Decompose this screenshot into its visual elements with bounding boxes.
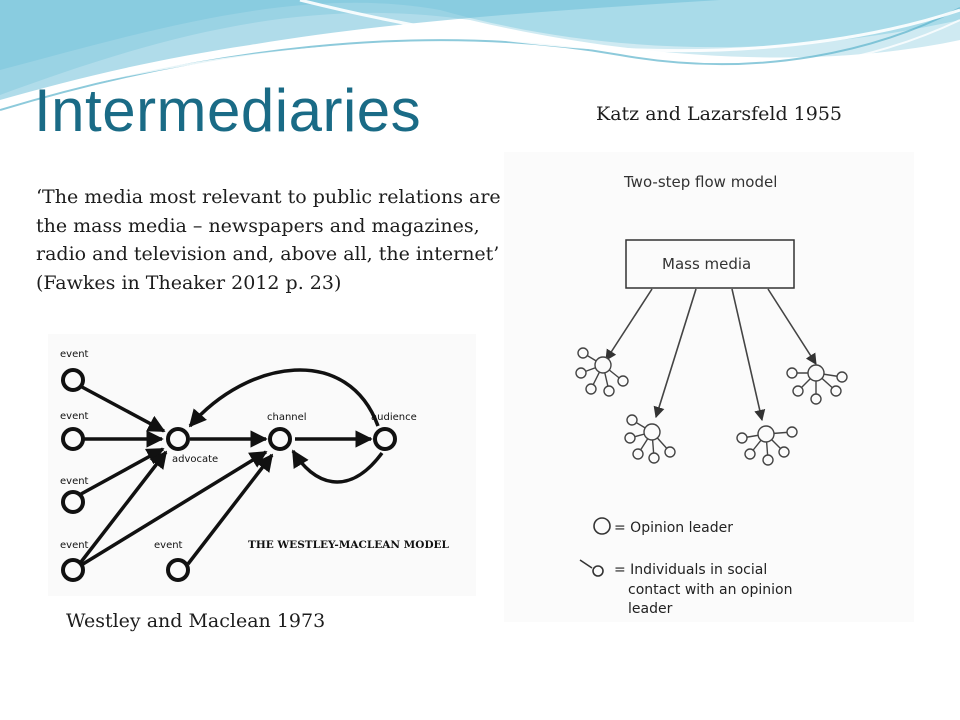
- opinion-leader-cluster-4: [787, 365, 847, 404]
- westley-maclean-diagram: [48, 334, 476, 596]
- slide-title: Intermediaries: [34, 77, 422, 144]
- two-step-title: Two-step flow model: [624, 173, 778, 191]
- event1-node: [63, 370, 83, 390]
- audience-node: [375, 429, 395, 449]
- quote-line: the mass media – newspapers and magazines,: [36, 214, 480, 237]
- channel-node: [270, 429, 290, 449]
- event2-label: event: [60, 411, 89, 422]
- legend-individual-line: [580, 560, 592, 568]
- advocate-node: [168, 429, 188, 449]
- event5-node: [168, 560, 188, 580]
- legend: [580, 518, 610, 576]
- legend-opinion-leader-text: = Opinion leader: [614, 520, 733, 536]
- model-title: THE WESTLEY-MACLEAN MODEL: [248, 539, 449, 551]
- audience-label: audience: [371, 412, 417, 423]
- quote-line: (Fawkes in Theaker 2012 p. 23): [36, 271, 342, 294]
- event1-label: event: [60, 349, 89, 360]
- opinion-leader-cluster-1: [576, 348, 628, 396]
- opinion-leader-cluster-2: [625, 415, 675, 463]
- quote-block: [36, 183, 536, 297]
- arrow-media-leader3: [732, 289, 762, 420]
- event3-label: event: [60, 476, 89, 487]
- legend-individual-icon: [593, 566, 603, 576]
- event5-label: event: [154, 540, 183, 551]
- event4-node: [63, 560, 83, 580]
- arrow-audience-channel-loop: [293, 451, 382, 482]
- quote-line: ‘The media most relevant to public relations are: [36, 186, 501, 208]
- katz-caption: Katz and Lazarsfeld 1955: [596, 103, 842, 125]
- channel-label: channel: [267, 412, 307, 423]
- mass-media-label: Mass media: [662, 255, 752, 273]
- arrow-media-leader2: [656, 289, 696, 417]
- arrow-media-leader1: [606, 289, 652, 360]
- advocate-label: advocate: [172, 454, 219, 465]
- legend-opinion-leader-icon: [594, 518, 610, 534]
- quote-line: radio and television and, above all, the internet’: [36, 243, 500, 265]
- arrow-media-leader4: [768, 289, 816, 364]
- opinion-leader-cluster-3: [737, 426, 797, 465]
- arrow-event1-advocate: [82, 387, 164, 431]
- two-step-flow-diagram: [504, 152, 914, 622]
- legend-individuals-line1: = Individuals in social: [614, 562, 768, 578]
- event3-node: [63, 492, 83, 512]
- legend-individuals-line2: contact with an opinion: [628, 582, 793, 598]
- event2-node: [63, 429, 83, 449]
- legend-individuals-line3: leader: [628, 601, 673, 617]
- event4-label: event: [60, 540, 89, 551]
- westley-caption: Westley and Maclean 1973: [66, 610, 326, 632]
